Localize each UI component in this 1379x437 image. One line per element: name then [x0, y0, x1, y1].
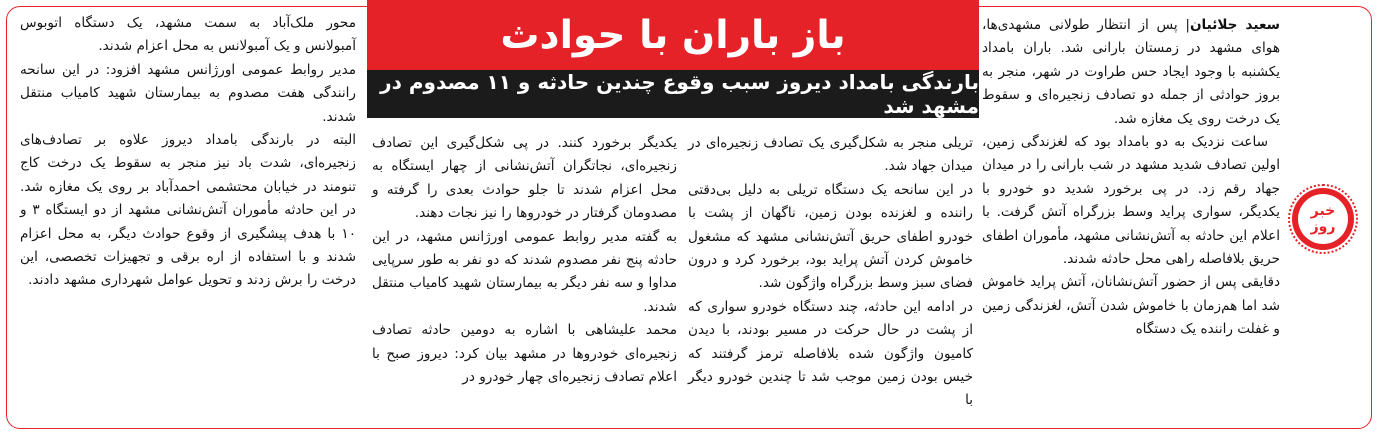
headline-title: [367, 0, 979, 70]
column-2-paragraph-1: تریلی منجر به شکل‌گیری یک تصادف زنجیره‌ای در میدان جهاد شد.: [688, 135, 973, 175]
article-column-1: [982, 14, 1280, 342]
column-4-paragraph-3: البته در بارندگی بامداد دیروز علاوه بر تصادف‌های زنجیره‌ای، شدت باد نیز منجر به سقوط یک درخت کاج تنومند در خیابان محتشمی احمدآباد بر روی یک مغازه شد. در این حادثه مأموران آتش‌نشانی مشهد از دو ایستگاه ۳ و ۱۰ با هدف پیشگیری از وقوع حوادث دیگر، به محل اعزام شدند و با استفاده از اره برقی و تجهیزات تخصصی، این درخت را برش زدند و تحویل عوامل شهرداری مشهد دادند.: [20, 132, 356, 289]
article-column-2: [688, 132, 973, 413]
column-1-paragraph-2: ساعت نزدیک به دو بامداد بود که لغزندگی زمین، اولین تصادف شدید مشهد در شب بارانی را در میدان جهاد رقم زد. در پی برخورد شدید دو خودرو با یکدیگر، سواری پراید وسط بزرگراه آتش گرفت. با اعلام این حادثه به آتش‌نشانی مشهد، مأموران اطفای حریق بلافاصله راهی محل حادثه شدند.: [982, 134, 1280, 268]
badge-line2: روز: [1310, 219, 1336, 235]
article-column-left-text: [20, 12, 356, 293]
article-column-3: [372, 132, 677, 389]
news-of-day-badge: [1292, 188, 1354, 250]
author-name: سعید جلائیان: [1189, 17, 1280, 33]
headline-title-text: باز باران با حوادث: [500, 12, 846, 58]
headline-subtitle: [367, 70, 979, 118]
column-3-paragraph-3: محمد علیشاهی با اشاره به دومین حادثه تصادف زنجیره‌ای خودروها در مشهد بیان کرد: دیروز صبح با اعلام تصادف زنجیره‌ای چهار خودرو در: [372, 322, 677, 386]
column-2-paragraph-2: در این سانحه یک دستگاه تریلی به دلیل بی‌دقتی راننده و لغزنده بودن زمین، ناگهان از پشت با خودرو اطفای حریق آتش‌نشانی مشهد که مشغول خاموش کردن آتش پراید بود، برخورد کرد و درون فضای سبز وسط بزرگراه واژگون شد.: [688, 181, 973, 292]
headline-subtitle-text: بارندگی بامداد دیروز سبب وقوع چندین حادثه و ۱۱ مصدوم در مشهد شد: [380, 70, 979, 118]
column-1-lead-text: | پس از انتظار طولانی مشهدی‌ها، هوای مشهد در زمستان بارانی شد. باران بامداد یکشنبه با وجود ایجاد حس طراوت در شهر، منجر به بروز حوادثی از جمله دو تصادف زنجیره‌ای و سقوط یک درخت روی یک مغازه شد.: [982, 17, 1280, 127]
column-1-paragraph-1: [982, 14, 1280, 131]
badge-inner: [1298, 194, 1348, 244]
column-2-paragraph-3: در ادامه این حادثه، چند دستگاه خودرو سواری که از پشت در حال حرکت در مسیر بودند، با دیدن کامیون واژگون شده بلافاصله ترمز گرفتند که خیس بودن زمین موجب شد تا چندین خودرو دیگر با: [688, 298, 973, 409]
column-3-paragraph-2: به گفته مدیر روابط عمومی اورژانس مشهد، در این حادثه پنج نفر مصدوم شدند که دو نفر به طور سرپایی مداوا و سه نفر دیگر به بیمارستان شهید کامیاب منتقل شدند.: [372, 228, 677, 315]
column-1-paragraph-3: دقایقی پس از حضور آتش‌نشانان، آتش پراید خاموش شد اما هم‌زمان با خاموش شدن آتش، لغزندگی زمین و غفلت راننده یک دستگاه: [982, 274, 1280, 338]
column-3-paragraph-1: یکدیگر برخورد کنند. در پی شکل‌گیری این تصادف زنجیره‌ای، نجاتگران آتش‌نشانی از چهار ایستگاه به محل اعزام شدند تا جلو حوادث بعدی را گرفته و مصدومان گرفتار در خودروها را نیز نجات دهند.: [372, 135, 677, 222]
column-4-paragraph-2: مدیر روابط عمومی اورژانس مشهد افزود: در این سانحه رانندگی هفت مصدوم به بیمارستان شهید کامیاب منتقل شدند.: [20, 61, 356, 125]
badge-line1: خبر: [1310, 203, 1336, 219]
column-4-paragraph-1: محور ملک‌آباد به سمت مشهد، یک دستگاه اتوبوس آمبولانس و یک آمبولانس به محل اعزام شدند.: [20, 15, 356, 55]
